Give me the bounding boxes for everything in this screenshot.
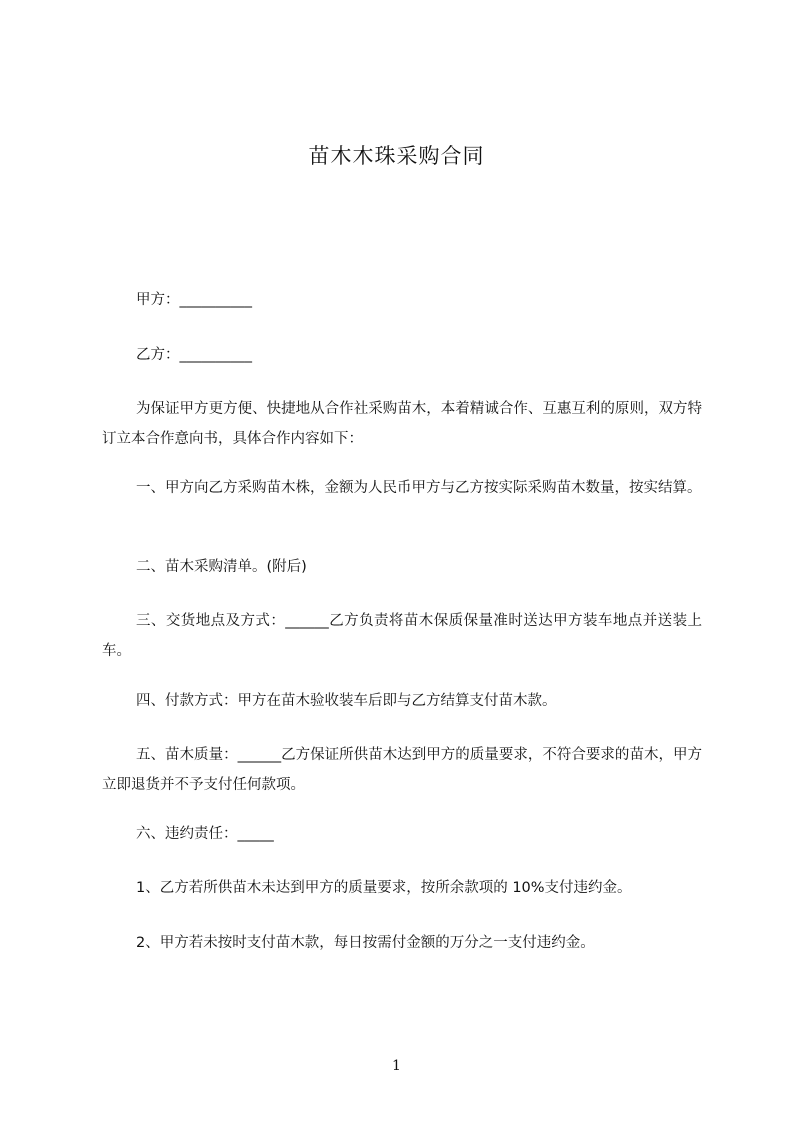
party-a-line: 甲方：__________: [136, 292, 252, 308]
clause-6-item-1: 1、乙方若所供苗木未达到甲方的质量要求，按所余款项的 10%支付违约金。: [136, 880, 632, 896]
clause-3-paragraph: 三、交货地点及方式：______乙方负责将苗木保质保量准时送达甲方装车地点并送装上车。: [102, 613, 702, 659]
clause-5-paragraph: 五、苗木质量：______乙方保证所供苗木达到甲方的质量要求，不符合要求的苗木，甲方立即退货并不予支付任何款项。: [102, 747, 702, 793]
clause-1-paragraph: 一、甲方向乙方采购苗木株，金额为人民币甲方与乙方按实际采购苗木数量，按实结算。: [136, 480, 702, 496]
party-b-line: 乙方：__________: [136, 347, 252, 363]
clause-2-paragraph: 二、苗木采购清单。(附后): [136, 559, 307, 575]
clause-6-heading: 六、违约责任：_____: [136, 826, 274, 842]
document-title: 苗木木珠采购合同: [308, 144, 485, 168]
clause-4-paragraph: 四、付款方式：甲方在苗木验收装车后即与乙方结算支付苗木款。: [136, 693, 557, 709]
page-number: 1: [392, 1058, 401, 1074]
intro-paragraph: 为保证甲方更方便、快捷地从合作社采购苗木，本着精诚合作、互惠互利的原则，双方特订立本合作意向书，具体合作内容如下：: [102, 401, 702, 447]
clause-6-item-2: 2、甲方若未按时支付苗木款，每日按需付金额的万分之一支付违约金。: [136, 935, 595, 951]
